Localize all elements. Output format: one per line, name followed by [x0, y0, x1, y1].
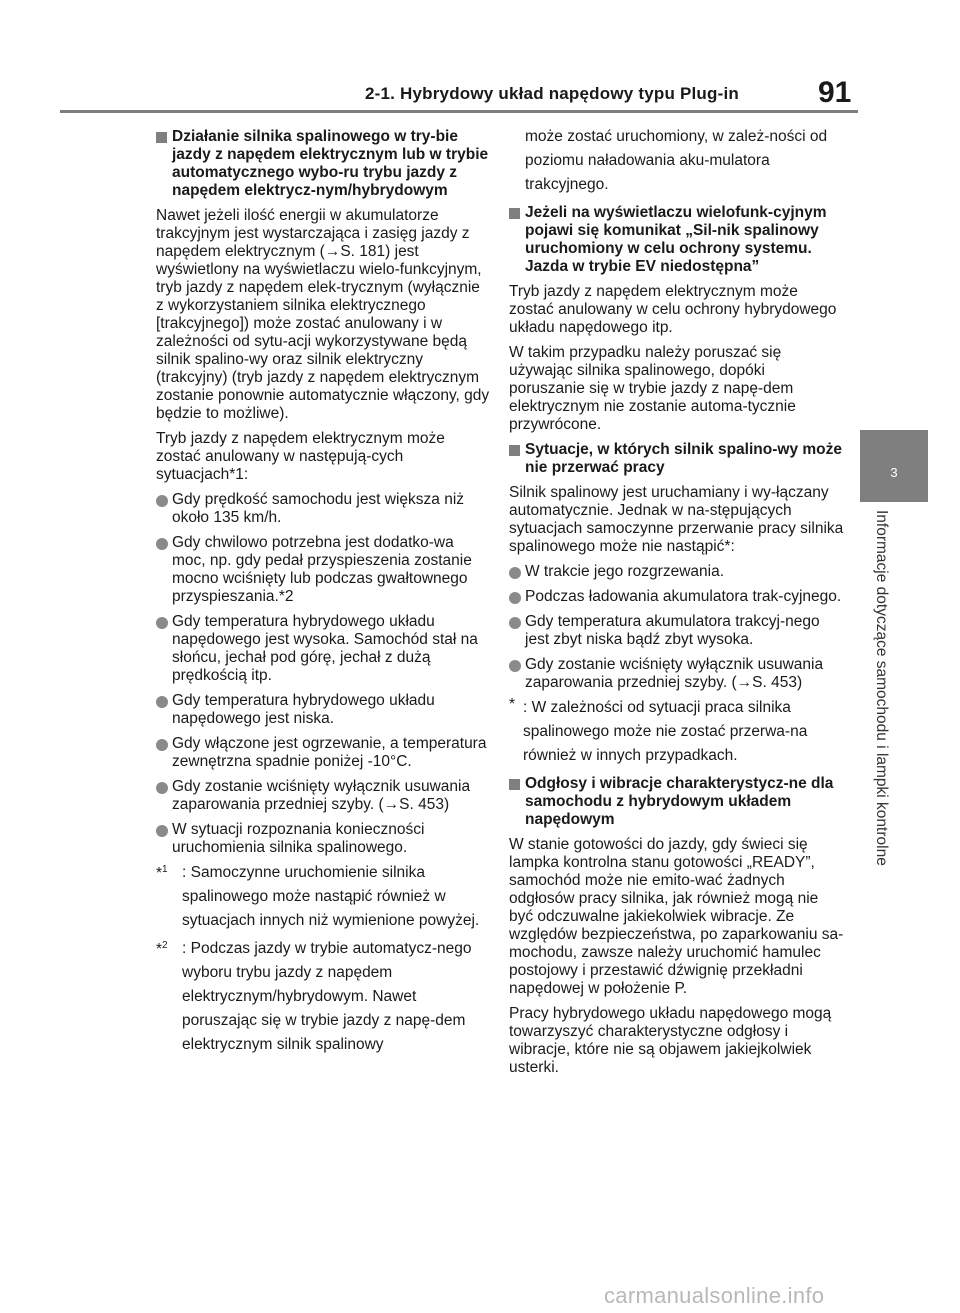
- list-item: [156, 491, 491, 527]
- square-bullet-icon: [156, 132, 167, 143]
- header-rule: [60, 110, 858, 113]
- circle-bullet-icon: [156, 739, 168, 751]
- paragraph: Tryb jazdy z napędem elektrycznym może zostać anulowany w celu ochrony hybrydowego układu napędowego itp.: [509, 283, 837, 336]
- circle-bullet-icon: [156, 696, 168, 708]
- list-item: [509, 563, 844, 581]
- paragraph: W stanie gotowości do jazdy, gdy świeci się lampka kontrolna stanu gotowości „READY”, samochód może nie emito-wać żadnych odgłosów pracy silnika, jak również mogą nie być odczuwalne jakiekolwiek wibracje. Ze względów bezpieczeństwa, po zaparkowaniu sa-mochodu, zawsze należy uruchomić hamulec postojowy i przestawić dźwignię przekładni napędowej w położenie P.: [509, 836, 844, 997]
- right-column: [509, 128, 844, 1084]
- square-bullet-icon: [509, 445, 520, 456]
- list-item-text: Gdy temperatura akumulatora trakcyj-nego jest zbyt niska bądź zbyt wysoka.: [525, 613, 820, 648]
- list-item-text: Podczas ładowania akumulatora trak-cyjnego.: [525, 588, 842, 605]
- chapter-side-label: Informacje dotyczące samochodu i lampki kontrolne: [873, 510, 890, 866]
- list-item: [509, 613, 844, 649]
- footnote-mark: *$^2$: [156, 940, 168, 959]
- list-item-text: Gdy temperatura hybrydowego układu napędowego jest niska.: [172, 692, 435, 727]
- footnote-mark: *$^1$: [156, 864, 168, 883]
- circle-bullet-icon: [156, 538, 168, 550]
- section-heading: [509, 775, 844, 829]
- list-item: [156, 821, 491, 857]
- square-bullet-icon: [509, 208, 520, 219]
- list-item-text: Gdy zostanie wciśnięty wyłącznik usuwania zaparowania przedniej szyby. (→S. 453): [525, 656, 824, 691]
- list-item-text: Gdy prędkość samochodu jest większa niż około 135 km/h.: [172, 491, 465, 526]
- circle-bullet-icon: [156, 617, 168, 629]
- footnote-text: : W zależności od sytuacji praca silnika spalinowego może nie zostać przerwa-na również w innych przypadkach.: [523, 699, 808, 764]
- section-heading: [509, 204, 844, 276]
- list-item: [156, 613, 491, 685]
- list-item: [156, 778, 491, 814]
- footnote-text: : Samoczynne uruchomienie silnika spalinowego może nastąpić również w sytuacjach innych niż wymienione powyżej.: [182, 864, 480, 929]
- section-heading: [156, 128, 491, 200]
- paragraph: Nawet jeżeli ilość energii w akumulatorze trakcyjnym jest wystarczająca i zasięg jazdy z napędem elektrycznym (→S. 181) jest wyświetlony na wyświetlaczu wielo-funkcyjnym, tryb jazdy z napędem elek-trycznym (wyłącznie z wykorzystaniem silnika elektrycznego [trakcyjnego]) może zostać anulowany i w zależności od sytu-acji wykorzystywane będą silnik spalino-wy oraz silnik elektryczny (trakcyjny) (tryb jazdy z napędem elektrycznym zostanie ponownie automatycznie włączony, gdy będzie to możliwe).: [156, 207, 490, 422]
- list-item: [156, 534, 491, 606]
- header-title: 2-1. Hybrydowy układ napędowy typu Plug-in: [365, 84, 739, 103]
- footnote: [509, 696, 844, 768]
- list-item: [156, 735, 491, 771]
- circle-bullet-icon: [509, 660, 521, 672]
- list-item: [509, 656, 844, 692]
- footnote-continuation: może zostać uruchomiony, w zależ-ności od poziomu naładowania aku-mulatora trakcyjnego.: [525, 128, 828, 193]
- chapter-tab: 3: [860, 430, 928, 502]
- circle-bullet-icon: [156, 782, 168, 794]
- heading-text: Jeżeli na wyświetlaczu wielofunk-cyjnym pojawi się komunikat „Sil-nik spalinowy uruchomiony w celu ochrony systemu. Jazda w trybie EV niedostępna”: [525, 204, 827, 275]
- heading-text: Odgłosy i wibracje charakterystycz-ne dla samochodu z hybrydowym układem napędowym: [525, 775, 834, 828]
- footnote-mark: *: [509, 696, 516, 713]
- paragraph: W takim przypadku należy poruszać się używając silnika spalinowego, dopóki poruszanie się w trybie jazdy z napę-dem elektrycznym nie zostanie automa-tycznie przywrócone.: [509, 344, 796, 433]
- footnote: [156, 861, 491, 933]
- circle-bullet-icon: [509, 592, 521, 604]
- square-bullet-icon: [509, 779, 520, 790]
- list-item: [509, 588, 844, 606]
- left-column: [156, 128, 491, 1064]
- circle-bullet-icon: [509, 617, 521, 629]
- circle-bullet-icon: [156, 825, 168, 837]
- circle-bullet-icon: [156, 495, 168, 507]
- list-item-text: Gdy temperatura hybrydowego układu napędowego jest wysoka. Samochód stał na słońcu, jechał pod górę, jechał z dużą prędkością itp.: [172, 613, 478, 684]
- heading-text: Sytuacje, w których silnik spalino-wy może nie przerwać pracy: [525, 441, 842, 476]
- section-heading: [509, 441, 844, 477]
- list-item-text: Gdy włączone jest ogrzewanie, a temperatura zewnętrzna spadnie poniżej -10°C.: [172, 735, 487, 770]
- footnote: [156, 937, 491, 1057]
- list-item-text: W trakcie jego rozgrzewania.: [525, 563, 724, 580]
- paragraph: Silnik spalinowy jest uruchamiany i wy-łączany automatycznie. Jednak w na-stępujących sytuacjach samoczynne przerwanie pracy silnika spalinowego może nie nastąpić*:: [509, 484, 844, 555]
- paragraph: Pracy hybrydowego układu napędowego mogą towarzyszyć charakterystyczne odgłosy i wibracje, które nie są objawem jakiejkolwiek usterki.: [509, 1005, 832, 1076]
- watermark-text: carmanualsonline.info: [604, 1283, 825, 1308]
- list-item-text: Gdy chwilowo potrzebna jest dodatko-wa moc, np. gdy pedał przyspieszenia zostanie mocno wciśnięty lub podczas gwałtownego przyspieszania.*2: [172, 534, 472, 605]
- list-item: [156, 692, 491, 728]
- heading-text: Działanie silnika spalinowego w try-bie jazdy z napędem elektrycznym lub w trybie automatycznego wybo-ru trybu jazdy z napędem elektrycz-nym/hybrydowym: [172, 128, 489, 199]
- circle-bullet-icon: [509, 567, 521, 579]
- paragraph: Tryb jazdy z napędem elektrycznym może zostać anulowany w następują-cych sytuacjach*1:: [156, 430, 445, 483]
- footnote-text: : Podczas jazdy w trybie automatycz-nego wyboru trybu jazdy z napędem elektrycznym/hybrydowym. Nawet poruszając się w trybie jazdy z napę-dem elektrycznym silnik spalinowy: [182, 940, 472, 1053]
- page-number: 91: [818, 76, 852, 109]
- list-item-text: Gdy zostanie wciśnięty wyłącznik usuwania zaparowania przedniej szyby. (→S. 453): [172, 778, 471, 813]
- list-item-text: W sytuacji rozpoznania konieczności uruchomienia silnika spalinowego.: [172, 821, 425, 856]
